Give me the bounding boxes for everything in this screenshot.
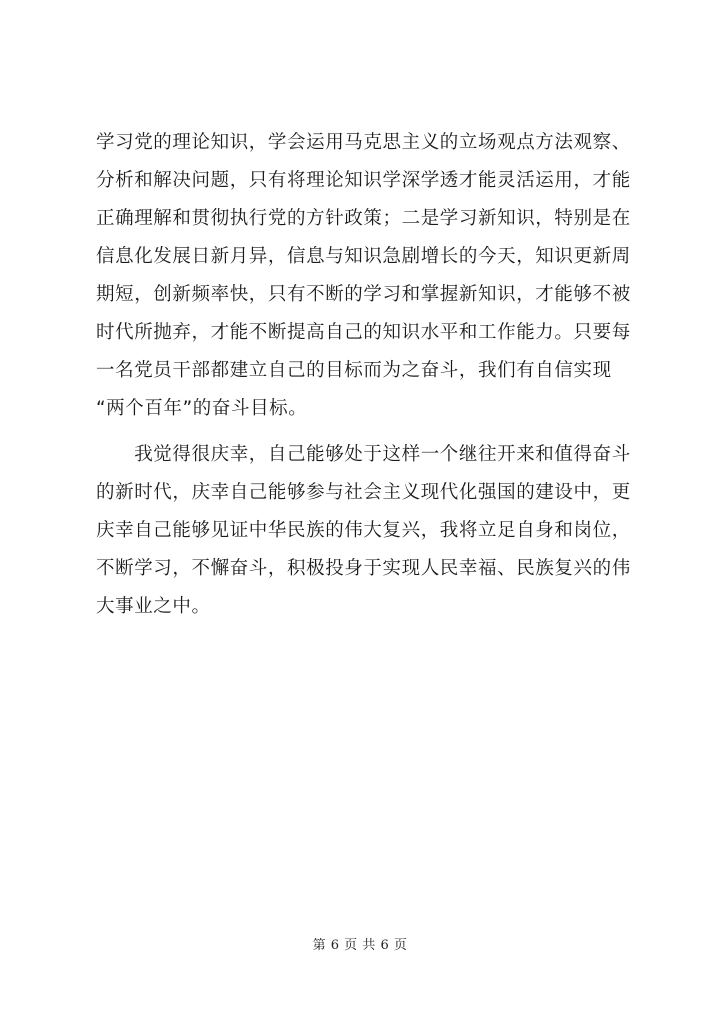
text-line: 庆幸自己能够见证中华民族的伟大复兴，我将立足自身和岗位， [96, 520, 631, 541]
text-line: 时代所抛弃，才能不断提高自己的知识水平和工作能力。只要每 [96, 322, 631, 343]
text-line: 的新时代，庆幸自己能够参与社会主义现代化强国的建设中，更 [96, 482, 631, 503]
text-line: 信息化发展日新月异，信息与知识急剧增长的今天，知识更新周 [96, 246, 631, 267]
paragraph-spacer [96, 428, 641, 436]
paragraph-1 [96, 124, 641, 428]
text-line: 学习党的理论知识，学会运用马克思主义的立场观点方法观察、 [96, 132, 631, 153]
text-line: 大事业之中。 [96, 596, 211, 617]
text-line: 一名党员干部都建立自己的目标而为之奋斗，我们有自信实现 [96, 360, 612, 381]
text-line: 正确理解和贯彻执行党的方针政策；二是学习新知识，特别是在 [96, 208, 631, 229]
text-line: “两个百年”的奋斗目标。 [96, 398, 308, 419]
text-line: 我觉得很庆幸，自己能够处于这样一个继往开来和值得奋斗 [96, 444, 631, 465]
paragraph-2 [96, 436, 641, 626]
text-line: 期短，创新频率快，只有不断的学习和掌握新知识，才能够不被 [96, 284, 631, 305]
text-line: 分析和解决问题，只有将理论知识学深学透才能灵活运用，才能 [96, 170, 631, 191]
document-body [96, 124, 641, 626]
page-number-footer: 第 6 页 共 6 页 [312, 938, 408, 953]
text-line: 不断学习，不懈奋斗，积极投身于实现人民幸福、民族复兴的伟 [96, 558, 631, 579]
